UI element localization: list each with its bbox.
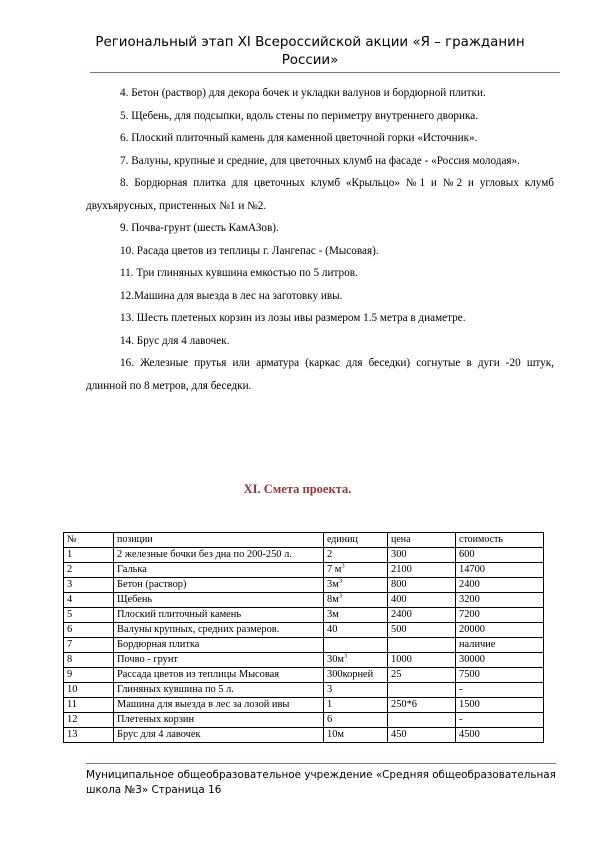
cell-price — [388, 578, 456, 593]
cell-cost — [456, 638, 544, 653]
cell-cost — [456, 713, 544, 728]
cell-item-text: Валуны крупных, средних размеров. — [117, 624, 280, 635]
material-item: 11. Три глиняных кувшина емкостью по 5 литров. — [120, 267, 358, 279]
table-row — [64, 683, 544, 698]
cell-number — [64, 623, 114, 638]
cell-number — [64, 548, 114, 563]
footer-divider — [86, 763, 556, 764]
cell-units — [324, 668, 388, 683]
cell-units-text: 40 — [327, 624, 338, 635]
cell-item-text: Плоский плиточный камень — [117, 609, 242, 620]
cell-units-text: 3 — [327, 684, 333, 695]
cell-item-text: Рассада цветов из теплицы Мысовая — [117, 669, 280, 680]
cell-number — [64, 563, 114, 578]
cell-number — [64, 578, 114, 593]
cell-item — [114, 623, 324, 638]
cell-number — [64, 698, 114, 713]
materials-list — [86, 82, 554, 397]
material-item: 9. Почва-грунт (шесть КамАЗов). — [120, 222, 279, 234]
cell-cost-text: 7200 — [459, 609, 480, 620]
cell-item-text: Плетеных корзин — [117, 714, 195, 725]
cell-units-text: 3м — [327, 579, 339, 590]
header-price: цена — [388, 533, 456, 548]
cell-cost-text: 20000 — [459, 624, 485, 635]
cell-cost — [456, 563, 544, 578]
material-item: 16. Железные прутья или арматура (каркас для беседки) согнутые в дуги -20 штук, длинной по 8 метров, для беседки. — [86, 357, 554, 392]
cell-item — [114, 653, 324, 668]
cell-cost-text: - — [459, 714, 463, 725]
cell-price-text: 2400 — [391, 609, 412, 620]
unit-exponent: 3 — [338, 577, 343, 585]
cell-cost — [456, 608, 544, 623]
cell-units — [324, 623, 388, 638]
material-item: 13. Шесть плетеных корзин из лозы ивы размером 1.5 метра в диаметре. — [120, 312, 466, 324]
material-item: 5. Щебень, для подсыпки, вдоль стены по периметру внутреннего дворика. — [120, 109, 479, 122]
cell-cost-text: 14700 — [459, 564, 485, 575]
cell-item — [114, 608, 324, 623]
cell-units-text: 8м — [327, 594, 339, 605]
table-row — [64, 578, 544, 593]
table-row — [64, 668, 544, 683]
cell-units — [324, 608, 388, 623]
cell-price — [388, 653, 456, 668]
cell-price-text: 800 — [391, 579, 407, 590]
cell-number — [64, 668, 114, 683]
cell-price — [388, 698, 456, 713]
table-row — [64, 563, 544, 578]
cell-cost-text: 3200 — [459, 594, 480, 605]
cell-price — [388, 608, 456, 623]
cell-price — [388, 593, 456, 608]
material-item: 8. Бордюрная плитка для цветочных клумб «Крыльцо» №1 и №2 и угловых клумб двухъярусных, пристенных №1 и №2. — [86, 177, 554, 212]
cell-units — [324, 593, 388, 608]
cell-price — [388, 713, 456, 728]
cell-price-text: 450 — [391, 729, 407, 740]
cell-item — [114, 698, 324, 713]
material-item: 10. Расада цветов из теплицы г. Лангепас - (Мысовая). — [120, 244, 379, 257]
cell-number-text: 7 — [67, 639, 73, 650]
table-row — [64, 698, 544, 713]
cell-units — [324, 638, 388, 653]
cell-cost — [456, 593, 544, 608]
cell-item — [114, 668, 324, 683]
cell-price-text: 1000 — [391, 654, 412, 665]
cell-cost — [456, 548, 544, 563]
header-number: № — [64, 533, 114, 548]
material-item: 4. Бетон (раствор) для декора бочек и укладки валунов и бордюрной плитки. — [120, 87, 486, 99]
cell-number — [64, 638, 114, 653]
cell-cost-text: 1500 — [459, 699, 480, 710]
cell-price-text: 2100 — [391, 564, 412, 575]
cell-cost-text: - — [459, 684, 463, 695]
cell-cost — [456, 698, 544, 713]
cell-units — [324, 698, 388, 713]
cell-units — [324, 563, 388, 578]
cell-number — [64, 728, 114, 743]
material-item: 6. Плоский плиточный камень для каменной цветочной горки «Источник». — [120, 132, 478, 144]
cell-price — [388, 683, 456, 698]
cell-cost — [456, 653, 544, 668]
cell-number-text: 6 — [67, 624, 73, 635]
table-row — [64, 623, 544, 638]
section-title: XI. Смета проекта. — [243, 482, 352, 496]
cell-units-text: 1 — [327, 699, 333, 710]
table-row — [64, 653, 544, 668]
cell-number — [64, 653, 114, 668]
material-item: 12.Машина для выезда в лес на заготовку ивы. — [120, 289, 343, 302]
cell-units — [324, 683, 388, 698]
cell-number-text: 5 — [67, 609, 73, 620]
cell-price — [388, 668, 456, 683]
cell-number-text: 9 — [67, 669, 73, 680]
cell-item-text: Щебень — [117, 594, 153, 605]
table-row — [64, 608, 544, 623]
cell-price-text: 25 — [391, 669, 402, 680]
cell-cost-text: 30000 — [459, 654, 485, 665]
cell-cost — [456, 578, 544, 593]
cell-item — [114, 563, 324, 578]
cell-number-text: 13 — [67, 729, 78, 740]
budget-table — [63, 532, 544, 743]
cell-item — [114, 638, 324, 653]
cell-number-text: 2 — [67, 564, 73, 575]
cell-units — [324, 653, 388, 668]
cell-item-text: Машина для выезда в лес за лозой ивы — [117, 699, 290, 710]
cell-number — [64, 683, 114, 698]
table-row — [64, 593, 544, 608]
cell-units — [324, 548, 388, 563]
cell-item-text: Бордюрная плитка — [117, 639, 200, 650]
cell-item — [114, 728, 324, 743]
cell-cost-text: 600 — [459, 549, 475, 560]
cell-number-text: 1 — [67, 549, 73, 560]
cell-cost-text: 2400 — [459, 579, 480, 590]
cell-cost — [456, 623, 544, 638]
header-item: позиции — [114, 533, 324, 548]
cell-number — [64, 608, 114, 623]
cell-number — [64, 713, 114, 728]
cell-cost — [456, 683, 544, 698]
cell-units-text: 3м — [327, 609, 339, 620]
table-row — [64, 548, 544, 563]
cell-price-text: 500 — [391, 624, 407, 635]
cell-cost-text: 4500 — [459, 729, 480, 740]
unit-exponent: 3 — [343, 652, 348, 660]
cell-units-text: 30м — [327, 654, 344, 665]
cell-item-text: Галька — [117, 564, 147, 575]
cell-number-text: 12 — [67, 714, 78, 725]
table-row — [64, 713, 544, 728]
cell-number-text: 10 — [67, 684, 78, 695]
cell-cost-text: 7500 — [459, 669, 480, 680]
cell-units — [324, 578, 388, 593]
cell-price-text: 400 — [391, 594, 407, 605]
cell-item — [114, 683, 324, 698]
cell-price — [388, 623, 456, 638]
cell-price — [388, 548, 456, 563]
header-cost: стоимость — [456, 533, 544, 548]
cell-cost-text: наличие — [459, 639, 496, 650]
page-footer: Муниципальное общеобразовательное учреждение «Средняя общеобразовательная школа №3» Страница 16 — [86, 769, 556, 796]
cell-cost — [456, 668, 544, 683]
cell-number-text: 3 — [67, 579, 73, 590]
cell-units-text: 7 м — [327, 564, 342, 575]
material-item: 14. Брус для 4 лавочек. — [120, 334, 230, 347]
unit-exponent: 3 — [338, 592, 343, 600]
table-row — [64, 638, 544, 653]
cell-units-text: 300корней — [327, 669, 374, 680]
page-header: Региональный этап XI Всероссийской акции «Я – гражданин России» — [95, 35, 525, 68]
cell-item — [114, 593, 324, 608]
cell-price-text: 250*6 — [391, 699, 417, 710]
cell-cost — [456, 728, 544, 743]
cell-number-text: 11 — [67, 699, 78, 710]
cell-units-text: 2 — [327, 549, 333, 560]
cell-item-text: 2 железные бочки без дна по 200-250 л. — [117, 549, 292, 560]
table-header-row — [64, 533, 544, 548]
cell-item — [114, 713, 324, 728]
header-divider — [90, 72, 560, 73]
header-units: единиц — [324, 533, 388, 548]
cell-item — [114, 578, 324, 593]
cell-item-text: Глиняных кувшина по 5 л. — [117, 684, 234, 695]
unit-exponent: 3 — [341, 562, 345, 570]
cell-item-text: Брус для 4 лавочек — [117, 729, 201, 740]
cell-number-text: 8 — [67, 654, 73, 665]
cell-item-text: Почво - грунт — [117, 654, 178, 665]
table-row — [64, 728, 544, 743]
cell-number-text: 4 — [67, 594, 73, 605]
cell-item-text: Бетон (раствор) — [117, 579, 187, 590]
cell-price — [388, 728, 456, 743]
cell-units — [324, 713, 388, 728]
cell-price-text: 300 — [391, 549, 407, 560]
cell-price — [388, 563, 456, 578]
cell-item — [114, 548, 324, 563]
cell-units-text: 6 — [327, 714, 333, 725]
cell-number — [64, 593, 114, 608]
cell-units-text: 10м — [327, 729, 344, 740]
cell-price — [388, 638, 456, 653]
material-item: 7. Валуны, крупные и средние, для цветочных клумб на фасаде - «Россия молодая». — [120, 154, 520, 167]
cell-units — [324, 728, 388, 743]
